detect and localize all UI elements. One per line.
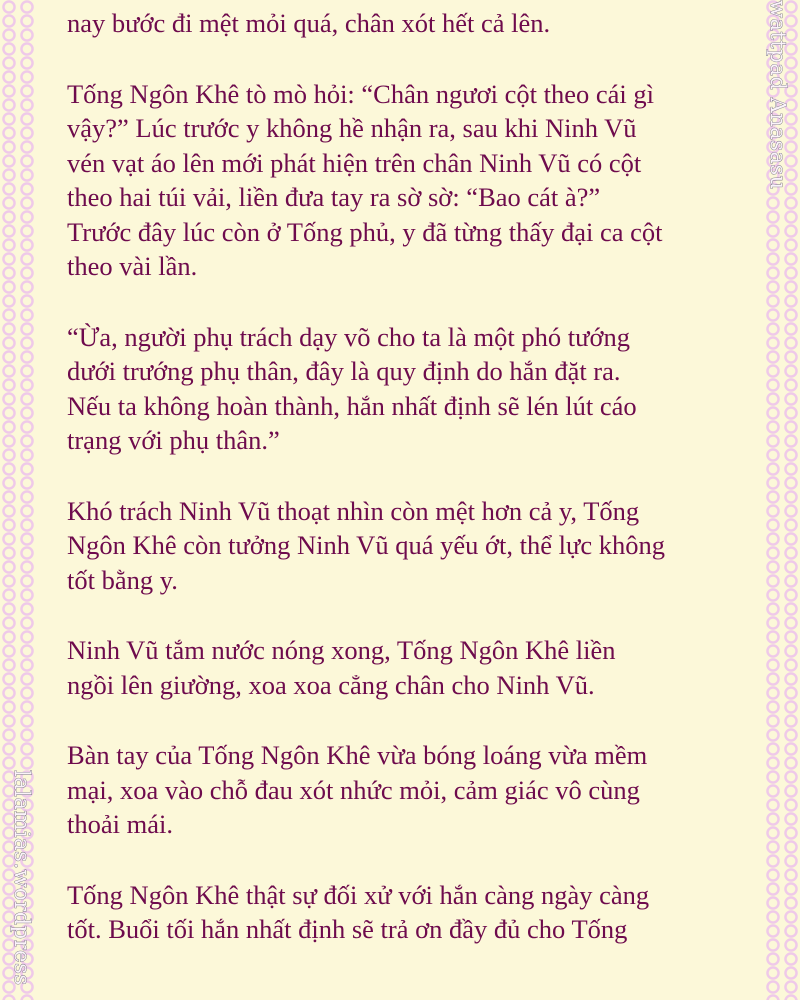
text-line: Khó trách Ninh Vũ thoạt nhìn còn mệt hơn cả y, Tống	[67, 495, 640, 526]
text-line: tốt bằng y.	[67, 564, 178, 595]
text-line: “Ừa, người phụ trách dạy võ cho ta là một phó tướng	[67, 321, 631, 352]
text-line: nay bước đi mệt mỏi quá, chân xót hết cả lên.	[67, 8, 551, 38]
text-line: theo hai túi vải, liền đưa tay ra sờ sờ: “Bao cát à?”	[67, 182, 601, 212]
text-line: Bàn tay của Tống Ngôn Khê vừa bóng loáng vừa mềm	[67, 740, 648, 770]
text-line: theo vài lần.	[67, 251, 198, 281]
text-line: vậy?” Lúc trước y không hề nhận ra, sau khi Ninh Vũ	[67, 113, 637, 143]
text-line: thoải mái.	[67, 809, 173, 839]
paragraph-6	[67, 738, 757, 842]
paragraph-2	[67, 77, 757, 284]
text-line: trạng với phụ thân.”	[67, 425, 280, 455]
text-line: Ngôn Khê còn tưởng Ninh Vũ quá yếu ớt, thể lực không	[67, 530, 665, 560]
text-line: Nếu ta không hoàn thành, hắn nhất định sẽ lén lút cáo	[67, 390, 637, 421]
paragraph-3	[67, 320, 757, 458]
paragraph-4	[67, 494, 757, 598]
watermark-wordpress: lalamias.wordpress	[10, 770, 34, 986]
text-line: Ninh Vũ tắm nước nóng xong, Tống Ngôn Khê liền	[67, 635, 616, 665]
text-line: ngồi lên giường, xoa xoa cẳng chân cho Ninh Vũ.	[67, 669, 595, 700]
watermark-wattpad: wattpad Anasasu	[766, 0, 790, 190]
text-line: mại, xoa vào chỗ đau xót nhức mỏi, cảm giác vô cùng	[67, 774, 640, 805]
text-line: tốt. Buổi tối hắn nhất định sẽ trả ơn đầy đủ cho Tống	[67, 914, 628, 944]
text-line: dưới trướng phụ thân, đây là quy định do hắn đặt ra.	[67, 356, 621, 386]
story-text	[67, 6, 757, 983]
paragraph-5	[67, 633, 757, 702]
text-line: Trước đây lúc còn ở Tống phủ, y đã từng thấy đại ca cột	[67, 216, 663, 247]
text-line: vén vạt áo lên mới phát hiện trên chân Ninh Vũ có cột	[67, 147, 642, 178]
text-line: Tống Ngôn Khê tò mò hỏi: “Chân ngươi cột theo cái gì	[67, 78, 654, 109]
paragraph-1	[67, 6, 757, 41]
paragraph-7	[67, 878, 757, 947]
text-line: Tống Ngôn Khê thật sự đối xử với hắn càng ngày càng	[67, 879, 650, 910]
